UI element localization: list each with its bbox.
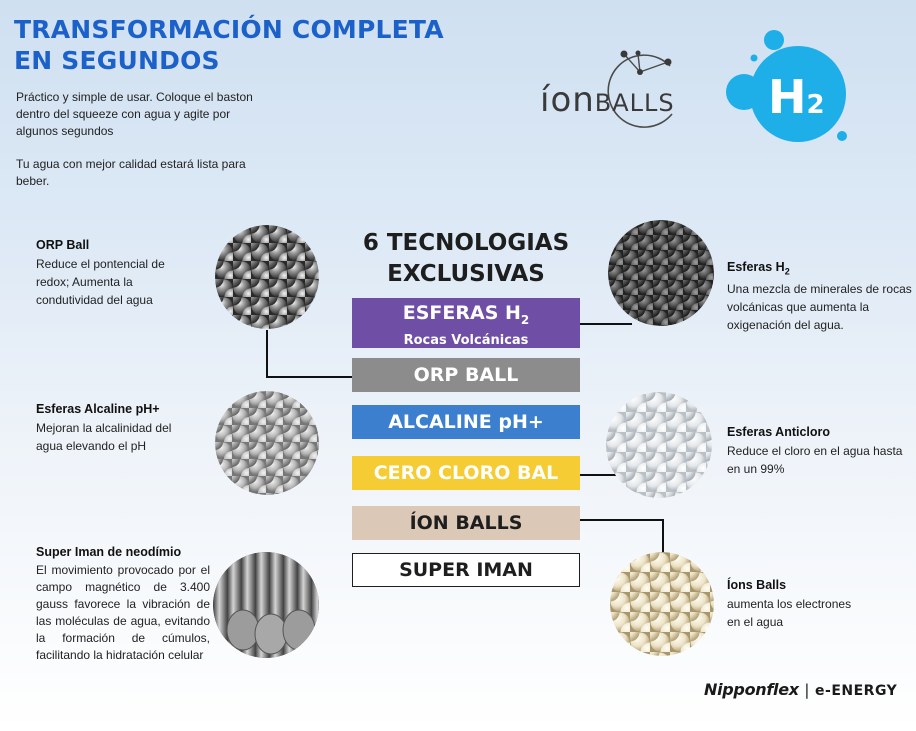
- title-line-1: TRANSFORMACIÓN COMPLETA: [14, 15, 444, 44]
- nipponflex-logo: Nipponflex: [704, 680, 799, 699]
- bar-cero-cloro: [352, 456, 580, 490]
- intro-paragraph-1: Práctico y simple de usar. Coloque el baston dentro del squeeze con agua y agite por algunos segundos: [16, 90, 253, 138]
- desc-orp-ball: [36, 238, 196, 309]
- desc-esferas-h2-text: Una mezcla de minerales de rocas volcánicas que aumenta la oxigenación del agua.: [727, 281, 912, 332]
- bar-alcaline: [352, 405, 580, 439]
- bar-orp-ball: [352, 358, 580, 392]
- anticloro-ball-image: [606, 392, 712, 498]
- desc-anticloro-title: Esferas Anticloro: [727, 425, 831, 439]
- ionballs-logo-text-balls: BALLS: [594, 89, 675, 117]
- bar-super-iman: [352, 553, 580, 587]
- connector-ions-vertical: [662, 519, 664, 552]
- desc-esferas-h2: [727, 260, 915, 334]
- footer-brand: [704, 680, 897, 699]
- footer-separator: |: [804, 681, 810, 699]
- super-iman-image: [213, 552, 319, 658]
- page-title: [14, 14, 444, 76]
- title-line-2: EN SEGUNDOS: [14, 46, 220, 75]
- technologies-title-line-1: 6 TECNOLOGIAS: [362, 230, 570, 256]
- bar-esferas-h2-sub: 2: [520, 312, 530, 327]
- bar-esferas-h2: [352, 298, 580, 348]
- h2-ball-image: [608, 220, 714, 326]
- connector-orp-vertical: [266, 330, 268, 378]
- desc-esferas-h2-title-sub: 2: [784, 266, 790, 277]
- h2-logo-subscript: 2: [806, 90, 825, 120]
- bar-ion-balls-label: ÍON BALLS: [409, 512, 523, 534]
- intro-paragraph-2: Tu agua con mejor calidad estará lista para beber.: [16, 157, 246, 188]
- ions-ball-image: [610, 552, 714, 656]
- desc-ions-balls: [727, 578, 857, 631]
- desc-esferas-h2-title: Esferas H: [727, 260, 785, 274]
- desc-alcaline: [36, 402, 196, 455]
- e-energy-logo: e-ENERGY: [815, 683, 898, 699]
- bar-alcaline-label: ALCALINE pH+: [388, 411, 544, 433]
- desc-ions-balls-text: aumenta los electrones en el agua: [727, 597, 852, 629]
- desc-super-iman-title: Super Iman de neodímio: [36, 545, 182, 559]
- orp-ball-image: [215, 225, 319, 329]
- desc-alcaline-title: Esferas Alcaline pH+: [36, 402, 160, 416]
- h2-logo-letter: H: [768, 70, 807, 124]
- ionballs-logo: [540, 44, 690, 136]
- bar-ion-balls: [352, 506, 580, 540]
- desc-alcaline-text: Mejoran la alcalinidad del agua elevando el pH: [36, 421, 172, 453]
- h2-logo: [724, 30, 850, 150]
- connector-ions-horizontal: [580, 519, 664, 521]
- technologies-title: [352, 228, 580, 290]
- desc-super-iman-text: El movimiento provocado por el campo magnético de 3.400 gauss favorece la vibración de las moléculas de agua, evitando la formación de cúmulos, facilitando la hidratación celular: [36, 563, 210, 662]
- technologies-title-line-2: EXCLUSIVAS: [387, 261, 545, 287]
- ionballs-logo-text-ion: íon: [540, 80, 595, 120]
- alcaline-ball-image: [215, 391, 319, 495]
- desc-super-iman: [36, 545, 210, 664]
- bar-esferas-h2-label: ESFERAS H: [402, 302, 521, 324]
- bar-esferas-h2-extra: Rocas Volcánicas: [403, 332, 529, 348]
- intro-text: [16, 89, 256, 206]
- desc-ions-balls-title: Íons Balls: [727, 578, 787, 592]
- desc-orp-ball-text: Reduce el pontencial de redox; Aumenta la condutividad del agua: [36, 257, 165, 307]
- bar-cero-cloro-label: CERO CLORO BAL: [373, 462, 559, 484]
- desc-anticloro: [727, 425, 907, 478]
- connector-h2: [580, 323, 632, 325]
- desc-anticloro-text: Reduce el cloro en el agua hasta en un 99%: [727, 444, 903, 476]
- bar-super-iman-label: SUPER IMAN: [399, 559, 533, 581]
- desc-orp-ball-title: ORP Ball: [36, 238, 90, 252]
- bar-orp-ball-label: ORP BALL: [413, 364, 519, 386]
- connector-orp-horizontal: [266, 376, 352, 378]
